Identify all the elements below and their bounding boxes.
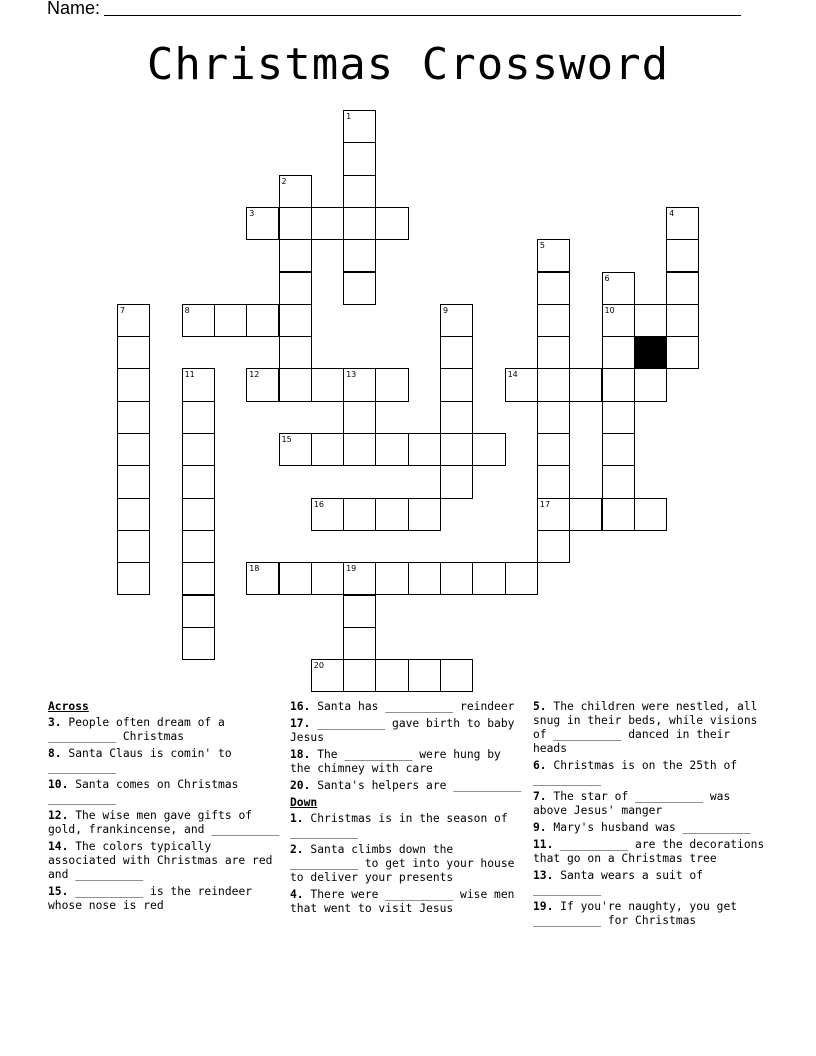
grid-cell[interactable]	[343, 401, 376, 434]
clue-number: 7	[120, 305, 126, 315]
clue-number: 18	[249, 564, 260, 574]
grid-cell[interactable]	[440, 304, 473, 337]
grid-cell[interactable]	[117, 336, 150, 369]
clue-number: 5	[539, 241, 545, 251]
grid-cell[interactable]	[602, 272, 635, 305]
clue-number-label: 18.	[290, 748, 311, 761]
clue-text: The star of __________ was above Jesus' manger	[533, 790, 731, 817]
grid-cell[interactable]	[440, 433, 473, 466]
grid-cell[interactable]	[117, 401, 150, 434]
clue	[290, 717, 522, 745]
grid-cell[interactable]	[311, 498, 344, 531]
grid-cell[interactable]	[246, 304, 279, 337]
grid-cell[interactable]	[375, 433, 408, 466]
clue	[533, 821, 765, 835]
grid-cell[interactable]	[343, 627, 376, 660]
clue-number-label: 6.	[533, 759, 547, 772]
grid-cell[interactable]	[343, 368, 376, 401]
page-title: Christmas Crossword	[146, 39, 670, 90]
clue-number: 15	[281, 435, 292, 444]
grid-cell[interactable]	[505, 368, 538, 401]
black-cell	[634, 336, 667, 369]
clue-text: If you're naughty, you get __________ for Christmas	[533, 900, 738, 927]
grid-cell[interactable]	[472, 433, 505, 466]
clue-number: 2	[281, 176, 287, 186]
clue-text: Christmas is on the 25th of __________	[533, 759, 738, 786]
clue-number-label: 1.	[290, 812, 304, 825]
clue	[533, 700, 765, 756]
grid-cell[interactable]	[666, 336, 699, 369]
grid-cell[interactable]	[408, 562, 441, 595]
grid-cell[interactable]	[537, 368, 570, 401]
grid-cell[interactable]	[311, 562, 344, 595]
grid-cell[interactable]	[634, 498, 667, 531]
grid-cell[interactable]	[666, 239, 699, 272]
clue-number: 16	[313, 499, 324, 509]
clue	[533, 869, 765, 897]
grid-cell[interactable]	[117, 465, 150, 498]
grid-cell[interactable]	[279, 272, 312, 305]
grid-cell[interactable]	[182, 595, 215, 628]
clue-text: Santa's helpers are __________	[310, 779, 522, 792]
grid-cell[interactable]	[246, 562, 279, 595]
grid-cell[interactable]	[602, 368, 635, 401]
grid-cell[interactable]	[182, 562, 215, 595]
grid-cell[interactable]	[182, 498, 215, 531]
grid-cell[interactable]	[537, 336, 570, 369]
grid-cell[interactable]	[117, 530, 150, 563]
clue-column-3	[533, 700, 765, 931]
clue-number-label: 9.	[533, 821, 547, 834]
grid-cell[interactable]	[343, 659, 376, 692]
clue-text: __________ is the reindeer whose nose is red	[48, 885, 253, 912]
clue-number-label: 17.	[290, 717, 311, 730]
clue	[290, 843, 522, 885]
grid-cell[interactable]	[505, 562, 538, 595]
grid-cell[interactable]	[279, 239, 312, 272]
clue-text: People often dream of a __________ Christmas	[48, 716, 225, 743]
grid-cell[interactable]	[246, 368, 279, 401]
clue	[48, 885, 280, 913]
grid-cell[interactable]	[182, 401, 215, 434]
clue-number-label: 20.	[290, 779, 311, 792]
clue-number-label: 7.	[533, 790, 547, 803]
grid-cell[interactable]	[375, 562, 408, 595]
clue-number: 10	[604, 305, 615, 315]
grid-cell[interactable]	[408, 433, 441, 466]
clue-text: Santa Claus is comin' to __________	[48, 747, 232, 774]
clue-number: 12	[249, 370, 260, 380]
clue-number: 8	[184, 305, 190, 315]
clue-number: 19	[346, 564, 357, 574]
clue-number: 9	[443, 305, 449, 315]
clue-number-label: 19.	[533, 900, 554, 913]
clue	[533, 838, 765, 866]
clue	[48, 716, 280, 744]
clue	[533, 900, 765, 928]
clue	[48, 809, 280, 837]
grid-cell[interactable]	[117, 562, 150, 595]
grid-cell[interactable]	[537, 433, 570, 466]
clue-text: The wise men gave gifts of gold, frankincense, and __________	[48, 809, 280, 836]
grid-cell[interactable]	[602, 304, 635, 337]
clue-number-label: 10.	[48, 778, 69, 791]
clue	[48, 778, 280, 806]
clue	[48, 747, 280, 775]
grid-cell[interactable]	[440, 659, 473, 692]
grid-cell[interactable]	[279, 304, 312, 337]
grid-cell[interactable]	[666, 207, 699, 240]
grid-cell[interactable]	[343, 595, 376, 628]
grid-cell[interactable]	[537, 272, 570, 305]
grid-cell[interactable]	[440, 465, 473, 498]
grid-cell[interactable]	[408, 498, 441, 531]
clue-text: The __________ were hung by the chimney with care	[290, 748, 501, 775]
grid-cell[interactable]	[343, 272, 376, 305]
clue-number: 6	[604, 273, 610, 283]
clue	[533, 759, 765, 787]
grid-cell[interactable]	[279, 433, 312, 466]
grid-cell[interactable]	[537, 239, 570, 272]
grid-cell[interactable]	[117, 368, 150, 401]
grid-cell[interactable]	[117, 498, 150, 531]
name-label: Name:	[47, 0, 101, 18]
grid-cell[interactable]	[343, 239, 376, 272]
clue	[48, 840, 280, 882]
clue-text: There were __________ wise men that went to visit Jesus	[290, 888, 515, 915]
grid-cell[interactable]	[602, 465, 635, 498]
clue-number-label: 12.	[48, 809, 69, 822]
grid-cell[interactable]	[375, 498, 408, 531]
clue-number-label: 8.	[48, 747, 62, 760]
grid-cell[interactable]	[117, 433, 150, 466]
grid-cell[interactable]	[343, 498, 376, 531]
grid-cell[interactable]	[602, 336, 635, 369]
grid-cell[interactable]	[279, 562, 312, 595]
clue-number: 1	[346, 112, 352, 121]
grid-cell[interactable]	[182, 433, 215, 466]
grid-cell[interactable]	[343, 433, 376, 466]
clue	[290, 779, 522, 793]
grid-cell[interactable]	[634, 368, 667, 401]
grid-cell[interactable]	[537, 401, 570, 434]
grid-cell[interactable]	[602, 401, 635, 434]
grid-cell[interactable]	[182, 368, 215, 401]
grid-cell[interactable]	[343, 207, 376, 240]
grid-cell[interactable]	[182, 304, 215, 337]
grid-cell[interactable]	[440, 562, 473, 595]
grid-cell[interactable]	[279, 175, 312, 208]
clue-text: Santa climbs down the __________ to get into your house to deliver your presents	[290, 843, 515, 884]
clue-number: 17	[539, 499, 551, 509]
grid-cell[interactable]	[246, 207, 279, 240]
clue-text: The children were nestled, all snug in their beds, while visions of __________ danced in their heads	[533, 700, 758, 755]
grid-cell[interactable]	[182, 530, 215, 563]
clue-text: __________ gave birth to baby Jesus	[290, 717, 515, 744]
grid-cell[interactable]	[569, 368, 602, 401]
clue-column-1	[48, 700, 280, 916]
clue-column-2	[290, 700, 522, 919]
clue-number: 20	[313, 661, 324, 671]
across-heading: Across	[48, 700, 89, 713]
grid-cell[interactable]	[375, 659, 408, 692]
grid-cell[interactable]	[440, 401, 473, 434]
clue-number-label: 4.	[290, 888, 304, 901]
grid-cell[interactable]	[311, 207, 344, 240]
grid-cell[interactable]	[537, 530, 570, 563]
clue-number-label: 14.	[48, 840, 69, 853]
grid-cell[interactable]	[537, 498, 570, 531]
clue-number-label: 3.	[48, 716, 62, 729]
grid-cell[interactable]	[279, 368, 312, 401]
clue-text: The colors typically associated with Christmas are red and __________	[48, 840, 273, 881]
grid-cell[interactable]	[279, 207, 312, 240]
grid-cell[interactable]	[214, 304, 247, 337]
grid-cell[interactable]	[311, 659, 344, 692]
clue-number: 14	[507, 370, 518, 380]
clue-number-label: 13.	[533, 869, 554, 882]
grid-cell[interactable]	[343, 110, 376, 143]
clue-number-label: 5.	[533, 700, 547, 713]
clue-number: 3	[249, 208, 255, 218]
grid-cell[interactable]	[182, 465, 215, 498]
grid-cell[interactable]	[343, 142, 376, 175]
clue-text: __________ are the decorations that go on a Christmas tree	[533, 838, 765, 865]
grid-cell[interactable]	[375, 368, 408, 401]
clue-number-label: 15.	[48, 885, 69, 898]
grid-cell[interactable]	[569, 498, 602, 531]
clue	[290, 812, 522, 840]
grid-cell[interactable]	[375, 207, 408, 240]
grid-cell[interactable]	[634, 304, 667, 337]
grid-cell[interactable]	[117, 304, 150, 337]
grid-cell[interactable]	[666, 272, 699, 305]
clue	[290, 700, 522, 714]
grid-cell[interactable]	[408, 659, 441, 692]
clue-text: Santa has __________ reindeer	[310, 700, 515, 713]
grid-cell[interactable]	[311, 433, 344, 466]
clue	[533, 790, 765, 818]
clue-text: Santa wears a suit of __________	[533, 869, 704, 896]
grid-cell[interactable]	[472, 562, 505, 595]
grid-cell[interactable]	[537, 304, 570, 337]
clue-number-label: 2.	[290, 843, 304, 856]
clue	[290, 748, 522, 776]
clue-number: 11	[184, 370, 195, 380]
clue-number-label: 11.	[533, 838, 554, 851]
clue-number-label: 16.	[290, 700, 311, 713]
clue-text: Christmas is in the season of __________	[290, 812, 508, 839]
grid-cell[interactable]	[343, 562, 376, 595]
grid-cell[interactable]	[666, 304, 699, 337]
clue-text: Mary's husband was __________	[546, 821, 751, 834]
grid-cell[interactable]	[440, 336, 473, 369]
grid-cell[interactable]	[602, 433, 635, 466]
grid-cell[interactable]	[343, 175, 376, 208]
down-heading: Down	[290, 796, 318, 809]
grid-cell[interactable]	[311, 368, 344, 401]
grid-cell[interactable]	[602, 498, 635, 531]
grid-cell[interactable]	[537, 465, 570, 498]
clue-text: Santa comes on Christmas __________	[48, 778, 239, 805]
clue	[290, 888, 522, 916]
clue-number: 4	[669, 208, 675, 218]
grid-cell[interactable]	[440, 368, 473, 401]
clue-number: 13	[346, 370, 357, 380]
grid-cell[interactable]	[182, 627, 215, 660]
grid-cell[interactable]	[279, 336, 312, 369]
